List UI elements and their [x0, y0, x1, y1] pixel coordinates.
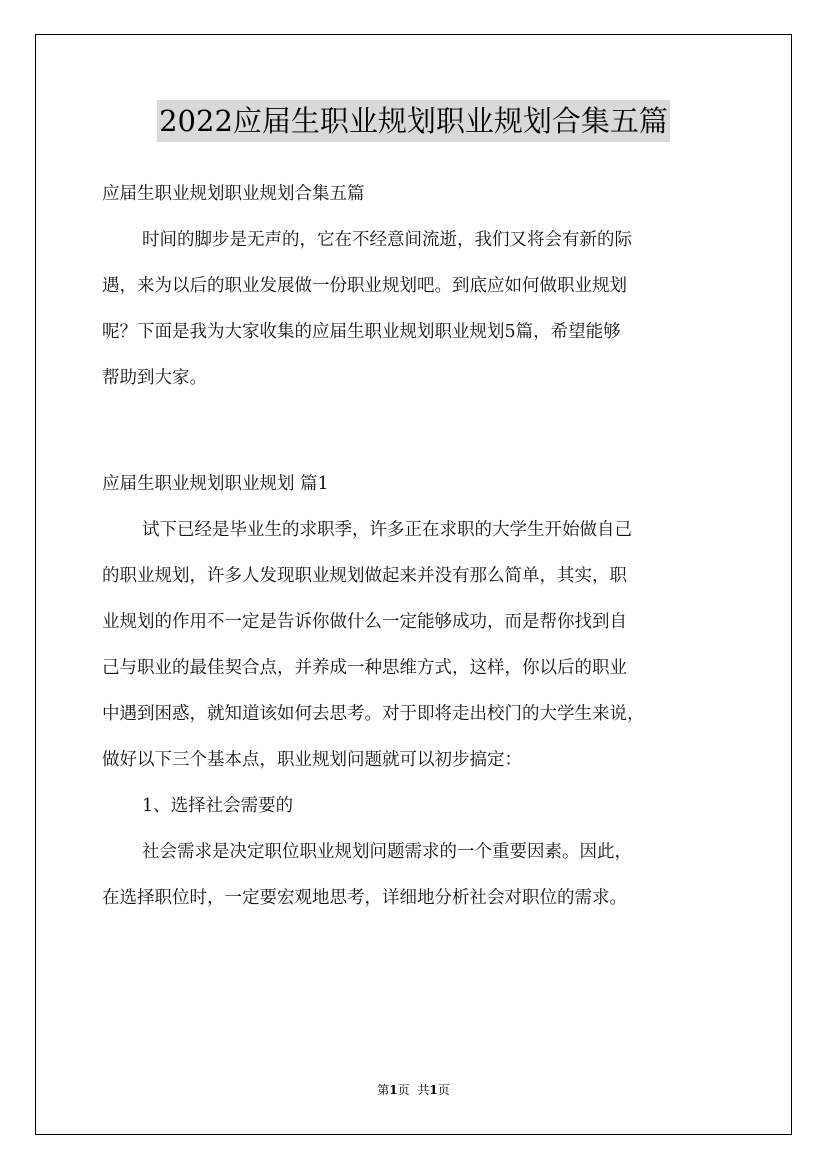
intro-line-3: 呢？下面是我为大家收集的应届生职业规划职业规划5篇，希望能够: [102, 322, 621, 342]
page-footer: [0, 1082, 827, 1098]
footer-total-prefix: 共: [417, 1083, 430, 1097]
footer-page-suffix: 页: [397, 1083, 410, 1097]
section-line-3: 业规划的作用不一定是告诉你做什么一定能够成功，而是帮你找到自: [102, 612, 627, 632]
footer-total-number: 1: [429, 1083, 438, 1097]
document-heading: 应届生职业规划职业规划合集五篇: [102, 184, 365, 204]
footer-page-prefix: 第: [377, 1083, 390, 1097]
point-heading: 1、选择社会需要的: [142, 796, 294, 816]
point-line-2: 在选择职位时，一定要宏观地思考，详细地分析社会对职位的需求。: [102, 888, 627, 908]
title-container: [0, 100, 827, 142]
section-line-5: 中遇到困惑，就知道该如何去思考。对于即将走出校门的大学生来说，: [102, 704, 645, 724]
section-line-1: 试下已经是毕业生的求职季，许多正在求职的大学生开始做自己: [142, 520, 632, 540]
intro-line-2: 遇，来为以后的职业发展做一份职业规划吧。到底应如何做职业规划: [102, 276, 627, 296]
document-body: [102, 171, 742, 921]
document-title: 2022应届生职业规划职业规划合集五篇: [157, 100, 670, 142]
section-line-4: 己与职业的最佳契合点，并养成一种思维方式，这样，你以后的职业: [102, 658, 627, 678]
section-line-2: 的职业规划，许多人发现职业规划做起来并没有那么简单，其实，职: [102, 566, 627, 586]
section-line-6: 做好以下三个基本点，职业规划问题就可以初步搞定：: [102, 750, 522, 770]
intro-line-1: 时间的脚步是无声的，它在不经意间流逝，我们又将会有新的际: [142, 230, 632, 250]
paragraph-gap: [102, 401, 742, 461]
section-heading: 应届生职业规划职业规划 篇1: [102, 474, 329, 494]
intro-line-4: 帮助到大家。: [102, 368, 207, 388]
point-line-1: 社会需求是决定职位职业规划问题需求的一个重要因素。因此，: [142, 842, 632, 862]
footer-total-suffix: 页: [437, 1083, 450, 1097]
footer-page-number: 1: [389, 1083, 398, 1097]
